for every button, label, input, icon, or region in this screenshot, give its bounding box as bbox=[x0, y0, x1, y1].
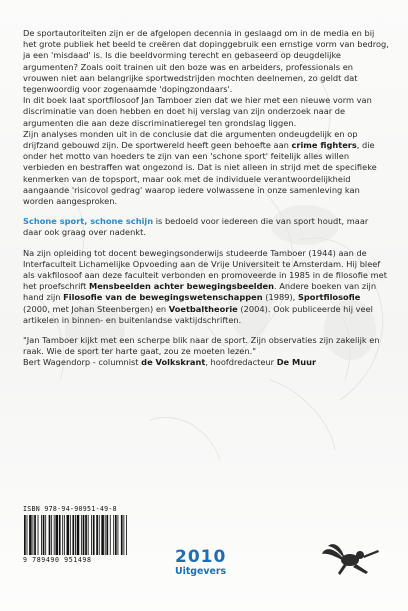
barcode-bar bbox=[81, 515, 82, 555]
cherub-emblem-icon bbox=[320, 542, 382, 578]
book-title-2: Sportfilosofie bbox=[297, 292, 361, 303]
barcode-bar bbox=[64, 515, 65, 555]
barcode-bar bbox=[99, 515, 100, 555]
barcode-bar bbox=[91, 515, 92, 555]
barcode-bar bbox=[43, 515, 45, 555]
book-title: Schone sport, schone schijn bbox=[23, 216, 154, 227]
barcode-bar bbox=[110, 515, 111, 555]
barcode-bar bbox=[33, 515, 34, 555]
bio-text-e: (2004). Ook publiceerde hij veel artikelen in binnen- en buitenlandse vaktijdschriften. bbox=[23, 303, 373, 325]
intro-paragraph-1: De sportautoriteiten zijn er de afgelopen decennia in geslaagd om in de media en bij het grote publiek het beeld te creëren dat dopinggebruik een ernstige vorm van bedrog, ja een 'misdaad' is. Is die beeldvorming terecht en gebaseerd op deugdelijke argumenten? Zoals ooit trainen uit den boze was en arbeiders, professionals en vrouwen niet aan belangrijke sportwedstrijden mochten deelnemen, zo geldt dat tegenwoordig voor zogenaamde 'dopingzondaars'. bbox=[23, 28, 389, 95]
intro-p3-a: Zijn analyses monden uit in de conclusie dat die argumenten ondeugdelijk en op drijfzand gebouwd zijn. De sportwereld heeft geen behoefte aan bbox=[23, 128, 358, 151]
quote-author bbox=[23, 357, 389, 368]
barcode-bar bbox=[126, 515, 127, 555]
barcode-bar bbox=[24, 515, 26, 555]
intro-paragraph-2: In dit boek laat sportfilosoof Jan Tamboer zien dat we hier met een nieuwe vorm van discriminatie van doen hebben en doet hij verslag van zijn onderzoek naar de argumenten die aan deze discriminatieregel ten grondslag liggen. bbox=[23, 95, 372, 128]
tagline-rest: is bedoeld voor iedereen die van sport houdt, maar daar ook graag over nadenkt. bbox=[23, 216, 369, 238]
newspaper-name: de Volkskrant bbox=[141, 357, 206, 368]
publisher-logo-name: Uitgevers bbox=[175, 566, 227, 577]
barcode-bar bbox=[118, 515, 119, 555]
barcode-bar bbox=[83, 515, 85, 555]
barcode-bar bbox=[38, 515, 39, 555]
quote-text: "Jan Tamboer kijkt met een scherpe blik naar de sport. Zijn observaties zijn zakelijk en raak. Wie de sport ter harte gaat, zou ze moeten lezen." bbox=[23, 335, 380, 357]
barcode-bar bbox=[105, 515, 106, 555]
intro-paragraph-3 bbox=[23, 129, 389, 207]
barcode-bar bbox=[45, 515, 46, 555]
barcode-bar bbox=[75, 515, 76, 555]
bio-text-c: (1989), bbox=[262, 292, 298, 303]
barcode-bar bbox=[67, 515, 70, 555]
book-title-1: Filosofie van de bewegingswetenschappen bbox=[63, 292, 263, 303]
barcode-bar bbox=[123, 515, 124, 555]
barcode-bar bbox=[93, 515, 95, 555]
isbn-barcode-block bbox=[23, 505, 127, 564]
publisher-logo bbox=[175, 548, 235, 588]
tagline-paragraph bbox=[23, 216, 389, 238]
bio-text-d: (2000, met Johan Steenbergen) en bbox=[23, 303, 169, 314]
barcode-bar bbox=[77, 515, 80, 555]
barcode-bar bbox=[113, 515, 114, 555]
barcode-bar bbox=[115, 515, 117, 555]
barcode-bar bbox=[29, 515, 32, 555]
crime-fighters-term: crime fighters bbox=[291, 140, 357, 151]
quote-author-b: , hoofdredacteur bbox=[205, 357, 277, 368]
publisher-logo-number: 2010 bbox=[175, 547, 227, 567]
barcode-bar bbox=[106, 515, 108, 555]
barcode-bar bbox=[41, 515, 42, 555]
barcode-bar bbox=[70, 515, 71, 555]
barcode-bar bbox=[49, 515, 51, 555]
barcode-bar bbox=[34, 515, 36, 555]
barcode-bar bbox=[55, 515, 58, 555]
barcode-bar bbox=[51, 515, 52, 555]
bio-text-b: . Andere boeken van zijn hand zijn bbox=[23, 281, 377, 303]
barcode-bar bbox=[121, 515, 123, 555]
isbn-label: ISBN 978-94-90951-49-8 bbox=[23, 505, 117, 513]
barcode-bar bbox=[27, 515, 28, 555]
quote-author-a: Bert Wagendorp - columnist bbox=[23, 357, 142, 368]
barcode-graphic bbox=[23, 515, 127, 555]
intro-p3-b: , die onder het motto van hoeders te zijn van een 'schone sport' feitelijk alles willen verbieden en bestraffen wat ongezond is. Dat is niet alleen in strijd met de specifieke kenmerken van de topsport, maar ook met de individuele verantwoordelijkheid aangaande 'risicovol gedrag' waarop iedere volwassene in onze samenleving kan worden aangesproken. bbox=[23, 140, 377, 207]
barcode-bar bbox=[88, 515, 89, 555]
barcode-bar bbox=[85, 515, 87, 555]
barcode-bar bbox=[59, 515, 61, 555]
bio-text-a: Na zijn opleiding tot docent bewegingsonderwijs studeerde Tamboer (1944) aan de Interfaculteit Lichamelijke Opvoeding aan de Vrije Universiteit te Amsterdam. Hij bleef als vakfilosoof aan deze faculteit verbonden en promoveerde in 1985 in de filosofie met het proefschrift bbox=[23, 247, 387, 292]
magazine-name: De Muur bbox=[276, 357, 317, 368]
book-title-3: Voetbaltheorie bbox=[168, 303, 238, 314]
thesis-title: Mensbeelden achter bewegingsbeelden bbox=[89, 281, 275, 292]
barcode-bar bbox=[96, 515, 98, 555]
barcode-bar bbox=[101, 515, 104, 555]
barcode-bar bbox=[54, 515, 55, 555]
barcode-bar bbox=[62, 515, 63, 555]
back-cover-text bbox=[23, 28, 389, 369]
barcode-bar bbox=[72, 515, 74, 555]
barcode-digits: 9 789490 951498 bbox=[23, 556, 92, 564]
bio-paragraph bbox=[23, 248, 389, 326]
